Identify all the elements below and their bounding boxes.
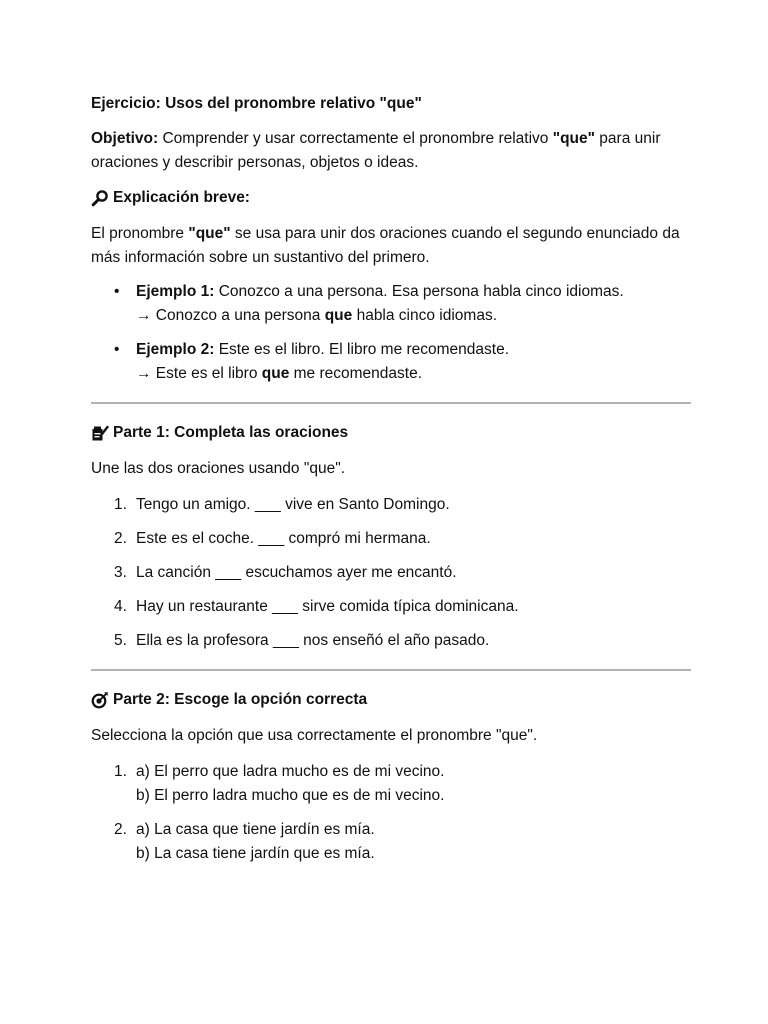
example-result: → Conozco a una persona que habla cinco idiomas. <box>136 307 498 324</box>
item-number: 3. <box>114 564 127 581</box>
option-a: a) La casa que tiene jardín es mía. <box>136 821 375 838</box>
list-item <box>91 818 691 866</box>
list-item: 3. La canción ___ escuchamos ayer me encantó. <box>91 561 691 585</box>
explanation-heading: Explicación breve: <box>91 186 691 210</box>
part1-instruction: Une las dos oraciones usando "que". <box>91 460 346 477</box>
list-item: 5. Ella es la profesora ___ nos enseñó el año pasado. <box>91 629 691 653</box>
example-item: • Ejemplo 2: Este es el libro. El libro me recomendaste. → Este es el libro que me recomendaste. <box>91 338 691 386</box>
example-label: Ejemplo 1: <box>136 283 215 300</box>
part1-list <box>91 493 691 653</box>
item-number: 1. <box>114 763 127 780</box>
list-item: 4. Hay un restaurante ___ sirve comida típica dominicana. <box>91 595 691 619</box>
example-item: • Ejemplo 1: Conozco a una persona. Esa persona habla cinco idiomas. → Conozco a una persona que habla cinco idiomas. <box>91 280 691 328</box>
writing-hand-icon <box>91 424 109 442</box>
example-label: Ejemplo 2: <box>136 341 215 358</box>
option-a: a) El perro que ladra mucho es de mi vecino. <box>136 763 445 780</box>
part2-list <box>91 760 691 866</box>
document-content <box>91 92 691 866</box>
item-number: 5. <box>114 632 127 649</box>
examples-list <box>91 280 691 386</box>
item-number: 4. <box>114 598 127 615</box>
bullet: • <box>114 341 120 358</box>
example-result: → Este es el libro que me recomendaste. <box>136 365 423 382</box>
part2-heading: Parte 2: Escoge la opción correcta <box>91 688 691 712</box>
list-item: 2. Este es el coche. ___ compró mi hermana. <box>91 527 691 551</box>
objective-label: Objetivo: <box>91 130 159 147</box>
section-divider <box>91 669 691 671</box>
option-b: b) El perro ladra mucho que es de mi vecino. <box>136 787 445 804</box>
list-item <box>91 760 691 808</box>
document-title: Ejercicio: Usos del pronombre relativo "que" <box>91 95 422 112</box>
explanation-text: El pronombre "que" se usa para unir dos oraciones cuando el segundo enunciado da más información sobre un sustantivo del primero. <box>91 225 680 266</box>
list-item: 1. Tengo un amigo. ___ vive en Santo Domingo. <box>91 493 691 517</box>
bullet: • <box>114 283 120 300</box>
item-number: 1. <box>114 496 127 513</box>
section-divider <box>91 402 691 404</box>
part1-heading: Parte 1: Completa las oraciones <box>91 421 691 445</box>
item-number: 2. <box>114 821 127 838</box>
item-number: 2. <box>114 530 127 547</box>
target-icon <box>91 691 109 709</box>
option-b: b) La casa tiene jardín que es mía. <box>136 845 375 862</box>
magnifying-glass-icon <box>91 189 109 207</box>
objective-paragraph: Objetivo: Comprender y usar correctamente el pronombre relativo "que" para unir oraciones y describir personas, objetos o ideas. <box>91 130 661 171</box>
part2-instruction: Selecciona la opción que usa correctamente el pronombre "que". <box>91 727 538 744</box>
